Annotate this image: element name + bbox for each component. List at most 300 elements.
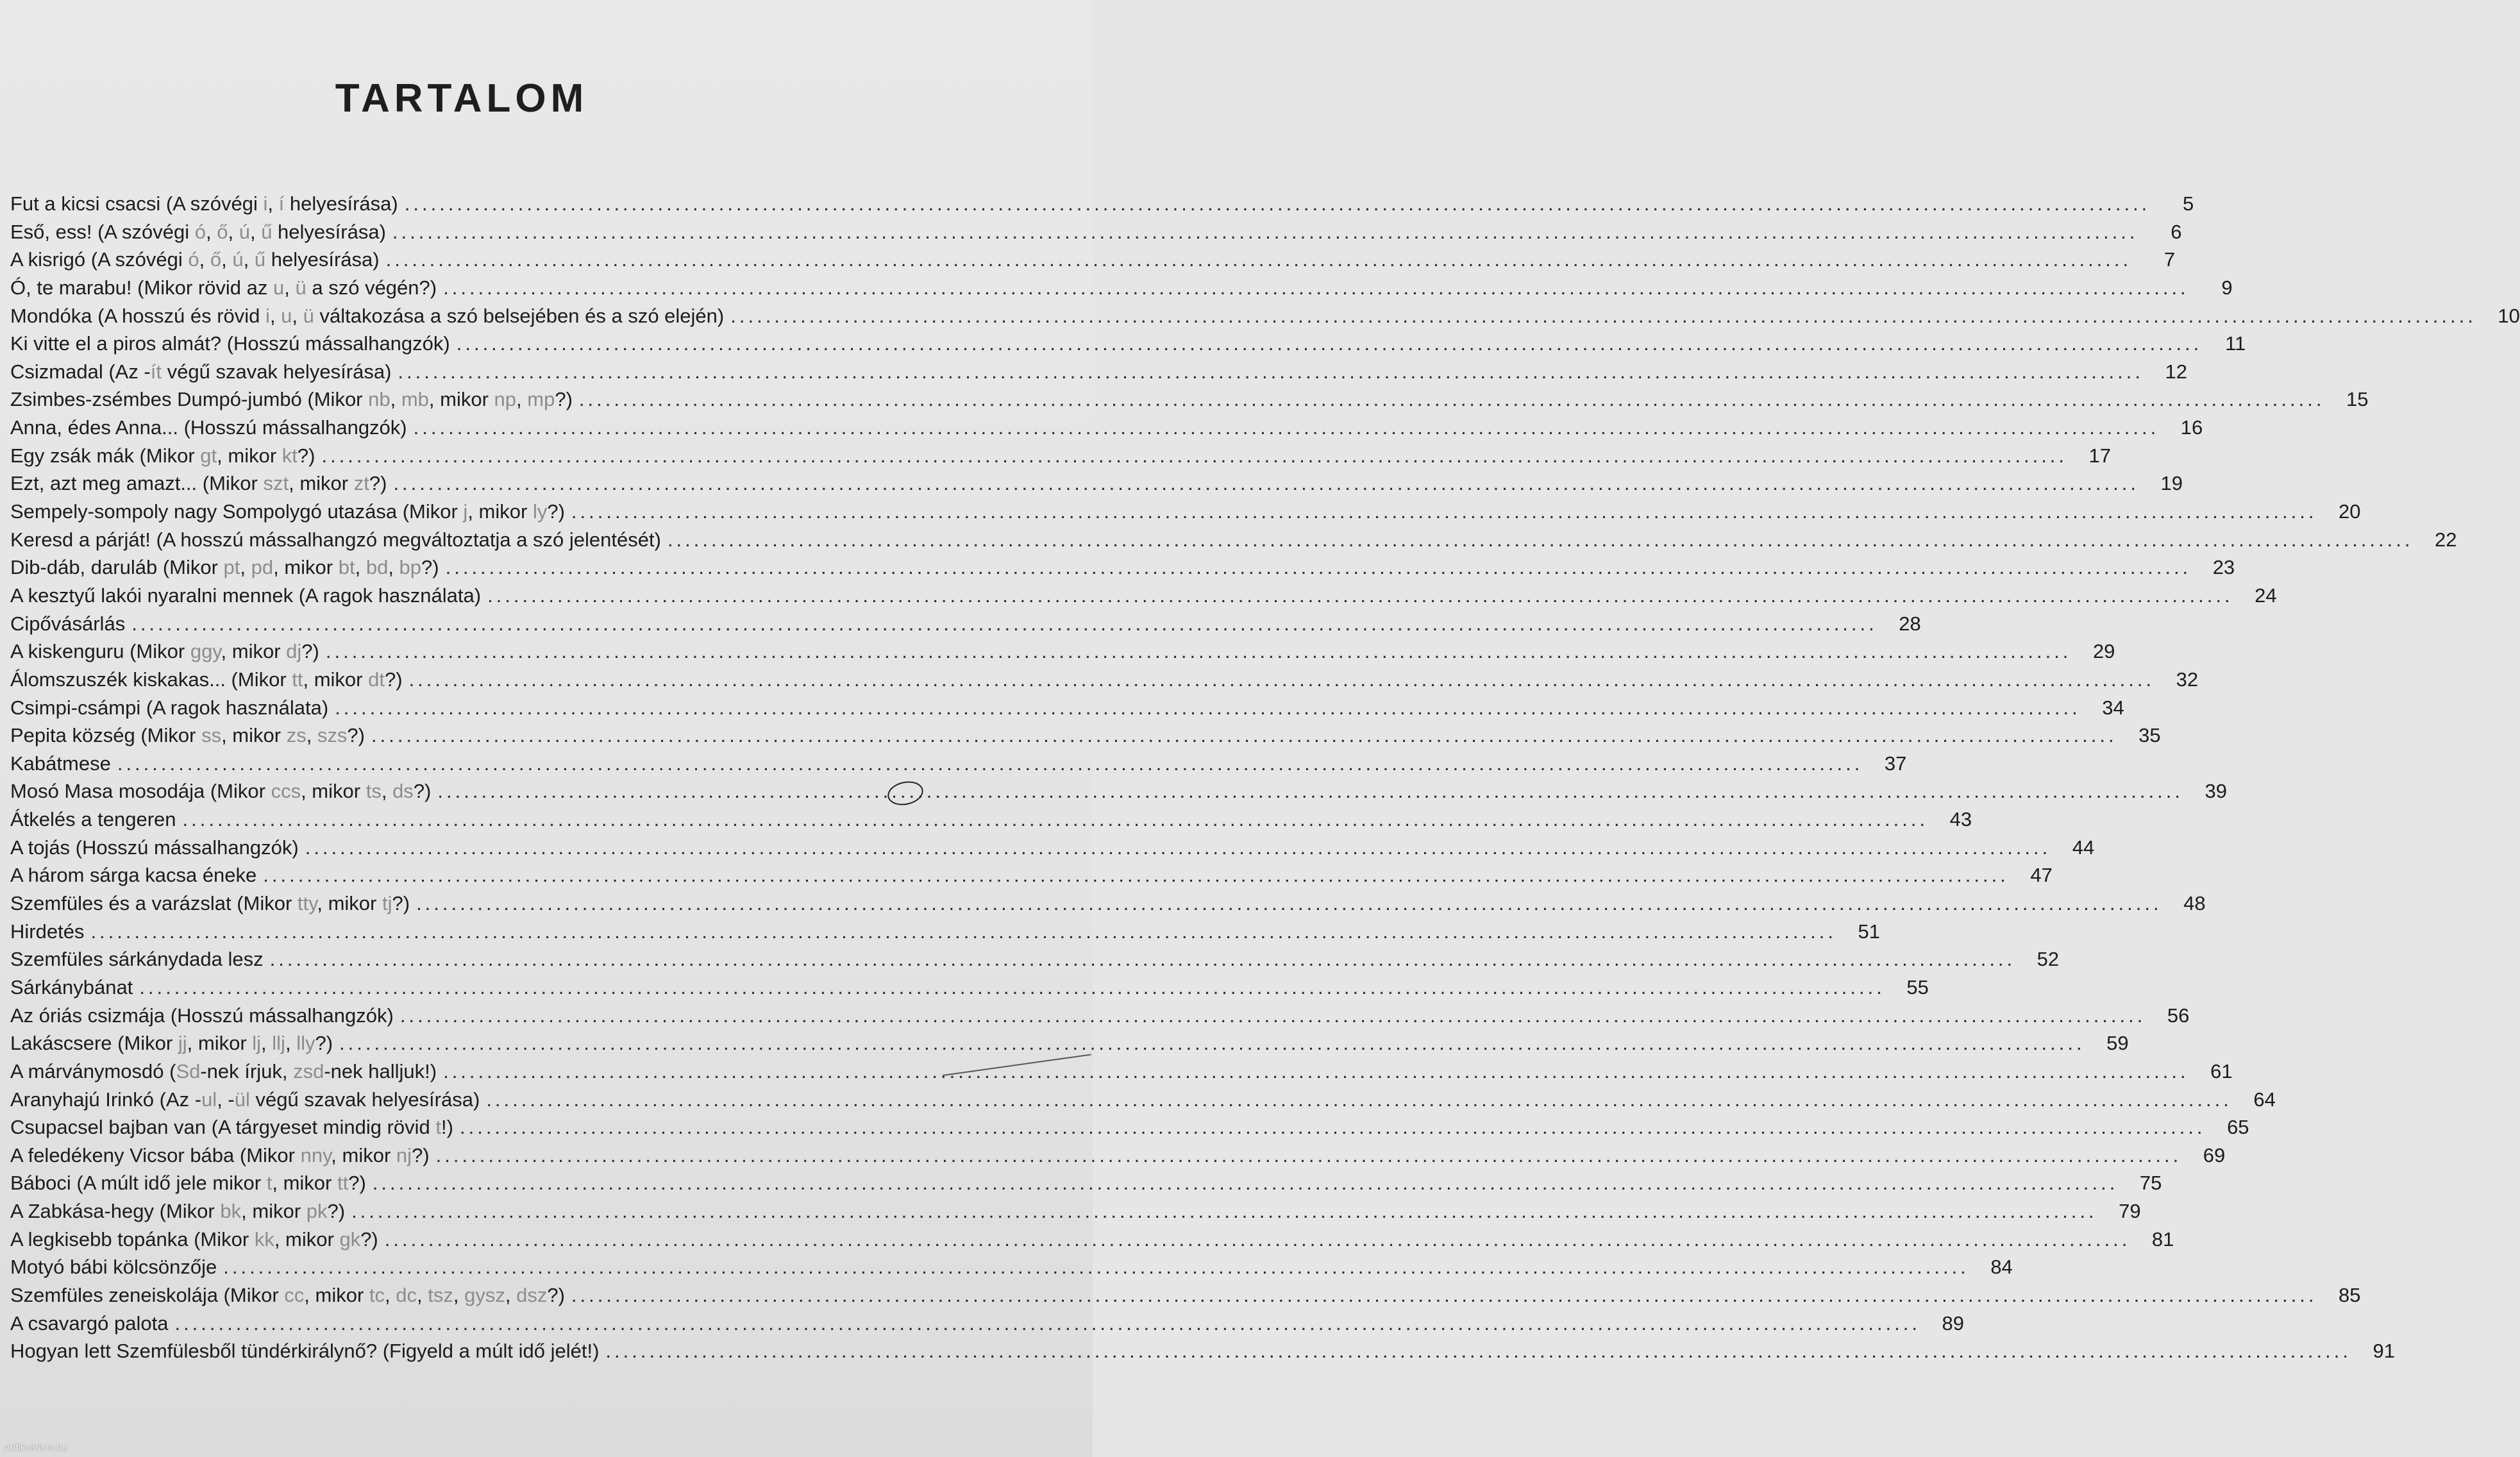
highlighted-letters: ő bbox=[210, 248, 222, 271]
title-text: Sárkánybánat bbox=[10, 975, 133, 998]
page-number: 9 bbox=[2221, 276, 2233, 299]
toc-entry bbox=[10, 920, 1880, 948]
dot-leader: ........................................................................................................................................................................................................ bbox=[443, 1059, 2189, 1082]
title-text: Aranyhajú Irinkó (Az - bbox=[10, 1088, 202, 1111]
title-text: , mikor bbox=[289, 472, 354, 495]
dot-leader: ........................................................................................................................................................................................................ bbox=[487, 584, 2233, 607]
title-text: ?) bbox=[347, 724, 365, 747]
highlighted-letters: tc bbox=[369, 1283, 385, 1306]
toc-entry bbox=[10, 836, 2095, 864]
toc-entry-title bbox=[10, 892, 410, 915]
title-text: Mosó Masa mosodája (Mikor bbox=[10, 780, 271, 803]
toc-entry-title bbox=[10, 500, 565, 523]
toc-entry-title bbox=[10, 724, 365, 747]
highlighted-letters: bp bbox=[399, 556, 422, 579]
toc-entry-title bbox=[10, 1228, 378, 1251]
dot-leader: ........................................................................................................................................................................................................ bbox=[269, 948, 2016, 971]
page-number: 20 bbox=[2338, 500, 2361, 523]
dot-leader: ........................................................................................................................................................................................................ bbox=[351, 1200, 2097, 1223]
dot-leader: ........................................................................................................................................................................................................ bbox=[416, 892, 2162, 915]
toc-entry bbox=[10, 1256, 2013, 1284]
toc-entry bbox=[10, 556, 2235, 584]
dot-leader: ........................................................................................................................................................................................................ bbox=[371, 724, 2117, 747]
page-title: TARTALOM bbox=[335, 76, 589, 121]
highlighted-letters: ú bbox=[239, 220, 250, 243]
title-text: , - bbox=[217, 1088, 235, 1111]
dot-leader: ........................................................................................................................................................................................................ bbox=[263, 864, 2009, 887]
toc-entry-title bbox=[10, 976, 133, 999]
toc-entry-title bbox=[10, 472, 387, 495]
title-text: , bbox=[381, 780, 393, 803]
toc-entry-title bbox=[10, 1172, 366, 1195]
page-number: 79 bbox=[2119, 1200, 2141, 1223]
title-text: végű szavak helyesírása) bbox=[249, 1088, 480, 1111]
toc-entry bbox=[10, 752, 1907, 780]
dot-leader: ........................................................................................................................................................................................................ bbox=[459, 1116, 2206, 1139]
title-text: , mikor bbox=[301, 780, 366, 803]
toc-entry-title bbox=[10, 1032, 333, 1055]
title-text: Szemfüles zeneiskolája (Mikor bbox=[10, 1283, 285, 1306]
toc-entry bbox=[10, 1032, 2129, 1060]
title-text: Báboci (A múlt idő jele mikor bbox=[10, 1172, 267, 1195]
highlighted-letters: llj bbox=[272, 1032, 285, 1055]
highlighted-letters: zt bbox=[353, 472, 369, 495]
highlighted-letters: szt bbox=[263, 472, 289, 495]
toc-entry-title bbox=[10, 1060, 437, 1083]
page-number: 43 bbox=[1949, 808, 1972, 831]
toc-entry bbox=[10, 1200, 2141, 1228]
title-text: -nek halljuk!) bbox=[324, 1059, 437, 1082]
page-number: 48 bbox=[2183, 892, 2206, 915]
title-text: ?) bbox=[348, 1172, 366, 1195]
page-number: 17 bbox=[2088, 444, 2112, 467]
highlighted-letters: tt bbox=[337, 1172, 349, 1195]
title-text: Keresd a párját! (A hosszú mássalhangzó megváltoztatja a szó jelentését) bbox=[10, 528, 661, 551]
toc-entry bbox=[10, 948, 2060, 976]
dot-leader: ........................................................................................................................................................................................................ bbox=[305, 836, 2051, 859]
page-number: 10 bbox=[2498, 304, 2520, 327]
title-text: ?) bbox=[315, 1032, 333, 1055]
highlighted-letters: Sd bbox=[176, 1059, 201, 1082]
page-number: 39 bbox=[2205, 780, 2227, 803]
toc-entry bbox=[10, 1283, 2361, 1312]
title-text: végű szavak helyesírása) bbox=[162, 360, 392, 383]
highlighted-letters: dsz bbox=[516, 1283, 548, 1306]
toc-entry-title bbox=[10, 1340, 599, 1363]
toc-entry-title bbox=[10, 360, 391, 383]
toc-entry bbox=[10, 528, 2457, 557]
page-number: 64 bbox=[2253, 1088, 2276, 1111]
dot-leader: ........................................................................................................................................................................................................ bbox=[404, 192, 2151, 215]
toc-entry bbox=[10, 1143, 2226, 1172]
title-text: , bbox=[516, 388, 528, 411]
page-number: 85 bbox=[2338, 1283, 2361, 1306]
toc-entry bbox=[10, 248, 2176, 276]
dot-leader: ........................................................................................................................................................................................................ bbox=[182, 808, 1929, 831]
toc-entry bbox=[10, 1004, 2190, 1032]
dot-leader: ........................................................................................................................................................................................................ bbox=[456, 332, 2203, 355]
title-text: ?) bbox=[413, 780, 432, 803]
title-text: A három sárga kacsa éneke bbox=[10, 864, 257, 887]
title-text: , mikor bbox=[221, 724, 287, 747]
highlighted-letters: u bbox=[281, 304, 292, 327]
title-text: Hogyan lett Szemfülesből tündérkirálynő? (Figyeld a múlt idő jelét!) bbox=[10, 1340, 600, 1363]
highlighted-letters: ő bbox=[217, 220, 228, 243]
page-number: 34 bbox=[2102, 696, 2124, 719]
title-text: ?) bbox=[555, 388, 573, 411]
dot-leader: ........................................................................................................................................................................................................ bbox=[408, 668, 2155, 691]
highlighted-letters: kt bbox=[281, 444, 298, 467]
title-text: helyesírása) bbox=[272, 220, 386, 243]
toc-entry-title bbox=[10, 388, 573, 411]
dot-leader: ........................................................................................................................................................................................................ bbox=[667, 528, 2414, 551]
title-text: ?) bbox=[327, 1200, 346, 1223]
toc-entry-title bbox=[10, 1004, 394, 1027]
dot-leader: ........................................................................................................................................................................................................ bbox=[445, 556, 2192, 579]
title-text: , mikor bbox=[274, 1227, 340, 1251]
highlighted-letters: pd bbox=[251, 556, 274, 579]
toc-entry-title bbox=[10, 1116, 453, 1139]
toc-entry bbox=[10, 696, 2124, 725]
title-text: , mikor bbox=[331, 1143, 396, 1166]
toc-entry bbox=[10, 1311, 1965, 1340]
dot-leader: ........................................................................................................................................................................................................ bbox=[174, 1311, 1921, 1335]
toc-entry bbox=[10, 360, 2187, 389]
toc-entry bbox=[10, 1088, 2276, 1116]
title-text: , bbox=[269, 304, 281, 327]
highlighted-letters: ds bbox=[392, 780, 414, 803]
toc-entry bbox=[10, 444, 2112, 473]
title-text: A márványmosdó ( bbox=[10, 1059, 176, 1082]
highlighted-letters: t bbox=[266, 1172, 273, 1195]
highlighted-letters: ü bbox=[303, 304, 314, 327]
dot-leader: ........................................................................................................................................................................................................ bbox=[571, 1283, 2317, 1306]
title-text: Szemfüles sárkánydada lesz bbox=[10, 948, 264, 971]
toc-entry-title bbox=[10, 668, 403, 691]
title-text: ?) bbox=[547, 1283, 565, 1306]
highlighted-letters: nj bbox=[396, 1143, 412, 1166]
title-text: ?) bbox=[369, 472, 387, 495]
dot-leader: ........................................................................................................................................................................................................ bbox=[384, 1227, 2131, 1251]
title-text: , bbox=[261, 1032, 273, 1055]
title-text: Ó, te marabu! (Mikor rövid az bbox=[10, 276, 274, 299]
highlighted-letters: tsz bbox=[428, 1283, 453, 1306]
page-number: 59 bbox=[2106, 1032, 2129, 1055]
title-text: , bbox=[249, 220, 262, 243]
title-text: , bbox=[205, 220, 217, 243]
toc-entry bbox=[10, 416, 2203, 444]
page-number: 5 bbox=[2183, 192, 2194, 215]
page-number: 19 bbox=[2160, 472, 2183, 495]
highlighted-letters: tty bbox=[297, 892, 317, 915]
toc-entry bbox=[10, 332, 2246, 360]
page-number: 7 bbox=[2163, 248, 2176, 271]
title-text: , bbox=[240, 556, 251, 579]
page-number: 37 bbox=[1884, 752, 1907, 775]
title-text: , bbox=[385, 1283, 396, 1306]
toc-entry-title bbox=[10, 192, 398, 215]
title-text: A legkisebb topánka (Mikor bbox=[10, 1227, 255, 1251]
highlighted-letters: jj bbox=[178, 1032, 187, 1055]
toc-entry-title bbox=[10, 948, 264, 971]
dot-leader: ........................................................................................................................................................................................................ bbox=[571, 500, 2317, 523]
watermark: Antikvárium.hu bbox=[4, 1442, 68, 1453]
page-number: 28 bbox=[1899, 612, 1921, 635]
highlighted-letters: mb bbox=[401, 388, 429, 411]
title-text: , bbox=[388, 556, 399, 579]
title-text: , bbox=[505, 1283, 517, 1306]
toc-entry bbox=[10, 1172, 2162, 1200]
toc-entry-title bbox=[10, 864, 256, 887]
dot-leader: ........................................................................................................................................................................................................ bbox=[139, 975, 1885, 998]
title-text: Mondóka (A hosszú és rövid bbox=[10, 304, 266, 327]
highlighted-letters: ts bbox=[365, 780, 382, 803]
title-text: A kesztyű lakói nyaralni mennek (A ragok használata) bbox=[10, 584, 482, 607]
dot-leader: ........................................................................................................................................................................................................ bbox=[321, 444, 2068, 467]
highlighted-letters: ccs bbox=[271, 780, 301, 803]
toc-entry bbox=[10, 975, 1929, 1004]
highlighted-letters: ss bbox=[201, 724, 222, 747]
title-text: , mikor bbox=[467, 500, 533, 523]
title-text: Hirdetés bbox=[10, 920, 85, 943]
toc-entry bbox=[10, 640, 2115, 668]
title-text: A csavargó palota bbox=[10, 1311, 169, 1335]
page-number: 91 bbox=[2373, 1340, 2395, 1363]
page-number: 29 bbox=[2092, 640, 2115, 663]
toc-entry-title bbox=[10, 920, 84, 943]
toc-entry-title bbox=[10, 221, 386, 244]
title-text: Szemfüles és a varázslat (Mikor bbox=[10, 892, 298, 915]
highlighted-letters: dt bbox=[368, 668, 385, 691]
dot-leader: ........................................................................................................................................................................................................ bbox=[578, 388, 2325, 411]
highlighted-letters: zs bbox=[286, 724, 307, 747]
title-text: , mikor bbox=[272, 1172, 337, 1195]
page-number: 61 bbox=[2210, 1059, 2233, 1082]
title-text: Eső, ess! (A szóvégi bbox=[10, 220, 195, 243]
toc-entry-title bbox=[10, 1312, 168, 1335]
dot-leader: ........................................................................................................................................................................................................ bbox=[730, 304, 2476, 327]
dot-leader: ........................................................................................................................................................................................................ bbox=[393, 472, 2139, 495]
highlighted-letters: np bbox=[494, 388, 517, 411]
title-text: , bbox=[243, 248, 255, 271]
title-text: , bbox=[285, 1032, 297, 1055]
title-text: Csizmadal (Az - bbox=[10, 360, 151, 383]
page-number: 56 bbox=[2167, 1004, 2190, 1027]
dot-leader: ........................................................................................................................................................................................................ bbox=[486, 1088, 2232, 1111]
title-text: Anna, édes Anna... (Hosszú mássalhangzók) bbox=[10, 416, 407, 439]
toc-entry-title bbox=[10, 305, 724, 328]
toc-entry-title bbox=[10, 556, 439, 579]
toc-entry-title bbox=[10, 584, 481, 607]
highlighted-letters: ít bbox=[150, 360, 162, 383]
highlighted-letters: ó bbox=[194, 220, 206, 243]
highlighted-letters: ul bbox=[201, 1088, 217, 1111]
title-text: , mikor bbox=[303, 668, 369, 691]
title-text: , bbox=[355, 556, 366, 579]
title-text: Sempely-sompoly nagy Sompolygó utazása (Mikor bbox=[10, 500, 464, 523]
dot-leader: ........................................................................................................................................................................................................ bbox=[413, 416, 2160, 439]
dot-leader: ........................................................................................................................................................................................................ bbox=[372, 1172, 2119, 1195]
toc-entry-title bbox=[10, 1200, 345, 1223]
toc-entry-title bbox=[10, 1144, 430, 1167]
highlighted-letters: szs bbox=[317, 724, 348, 747]
title-text: A feledékeny Vicsor bába (Mikor bbox=[10, 1143, 301, 1166]
toc-entry-title bbox=[10, 276, 437, 299]
highlighted-letters: dc bbox=[396, 1283, 417, 1306]
page-number: 23 bbox=[2212, 556, 2235, 579]
toc-entry bbox=[10, 276, 2233, 305]
toc-entry bbox=[10, 584, 2277, 612]
toc-entry-title bbox=[10, 696, 328, 720]
title-text: Zsimbes-zsémbes Dumpó-jumbó (Mikor bbox=[10, 388, 369, 411]
toc-entry-title bbox=[10, 1256, 217, 1279]
highlighted-letters: bk bbox=[220, 1200, 242, 1223]
highlighted-letters: gk bbox=[339, 1227, 361, 1251]
toc-entry bbox=[10, 472, 2183, 500]
toc-entry bbox=[10, 1340, 2395, 1368]
highlighted-letters: ű bbox=[254, 248, 266, 271]
toc-entry bbox=[10, 192, 2194, 221]
page-number: 35 bbox=[2138, 724, 2161, 747]
title-text: , mikor bbox=[221, 640, 287, 663]
page-number: 47 bbox=[2030, 864, 2053, 887]
toc-entry bbox=[10, 892, 2206, 920]
toc-entry-title bbox=[10, 1284, 565, 1307]
dot-leader: ........................................................................................................................................................................................................ bbox=[605, 1340, 2351, 1363]
dot-leader: ........................................................................................................................................................................................................ bbox=[443, 276, 2189, 299]
title-text: váltakozása a szó belsejében és a szó elején) bbox=[314, 304, 725, 327]
highlighted-letters: lj bbox=[252, 1032, 262, 1055]
dot-leader: ........................................................................................................................................................................................................ bbox=[335, 696, 2081, 719]
toc-entry bbox=[10, 388, 2369, 416]
title-text: , mikor bbox=[273, 556, 339, 579]
title-text: Motyó bábi kölcsönzője bbox=[10, 1256, 217, 1279]
highlighted-letters: j bbox=[463, 500, 468, 523]
title-text: Fut a kicsi csacsi (A szóvégi bbox=[10, 192, 264, 215]
highlighted-letters: pt bbox=[223, 556, 240, 579]
dot-leader: ........................................................................................................................................................................................................ bbox=[392, 220, 2138, 243]
toc-entry-title bbox=[10, 528, 661, 552]
highlighted-letters: t bbox=[435, 1116, 442, 1139]
table-of-contents bbox=[10, 192, 2520, 1368]
highlighted-letters: u bbox=[273, 276, 285, 299]
highlighted-letters: nb bbox=[368, 388, 391, 411]
title-text: Az óriás csizmája (Hosszú mássalhangzók) bbox=[10, 1004, 394, 1027]
title-text: , bbox=[417, 1283, 428, 1306]
page-number: 55 bbox=[1906, 975, 1929, 998]
toc-entry bbox=[10, 220, 2182, 249]
toc-entry bbox=[10, 304, 2520, 333]
highlighted-letters: bd bbox=[365, 556, 389, 579]
dot-leader: ........................................................................................................................................................................................................ bbox=[325, 640, 2072, 663]
title-text: , bbox=[390, 388, 401, 411]
toc-entry-title bbox=[10, 640, 319, 663]
page-number: 75 bbox=[2139, 1172, 2162, 1195]
toc-entry-title bbox=[10, 444, 315, 467]
toc-entry bbox=[10, 864, 2053, 892]
toc-entry-title bbox=[10, 752, 111, 775]
highlighted-letters: zsd bbox=[293, 1059, 324, 1082]
title-text: , mikor bbox=[304, 1283, 369, 1306]
toc-entry-title bbox=[10, 416, 407, 439]
page-number: 69 bbox=[2203, 1143, 2226, 1166]
highlighted-letters: bt bbox=[338, 556, 355, 579]
title-text: , bbox=[306, 724, 317, 747]
highlighted-letters: kk bbox=[254, 1227, 274, 1251]
title-text: ?) bbox=[421, 556, 439, 579]
page-number: 52 bbox=[2037, 948, 2060, 971]
page-number: 16 bbox=[2180, 416, 2203, 439]
title-text: , bbox=[267, 192, 279, 215]
title-text: A kisrigó (A szóvégi bbox=[10, 248, 189, 271]
dot-leader: ........................................................................................................................................................................................................ bbox=[223, 1256, 1969, 1279]
title-text: ?) bbox=[301, 640, 319, 663]
page-number: 89 bbox=[1942, 1311, 1965, 1335]
highlighted-letters: nny bbox=[300, 1143, 332, 1166]
dot-leader: ........................................................................................................................................................................................................ bbox=[117, 752, 1863, 775]
title-text: , bbox=[221, 248, 233, 271]
page-number: 15 bbox=[2346, 388, 2369, 411]
title-text: helyesírása) bbox=[265, 248, 380, 271]
page-number: 44 bbox=[2072, 836, 2095, 859]
toc-entry-title bbox=[10, 780, 431, 803]
dot-leader: ........................................................................................................................................................................................................ bbox=[435, 1143, 2182, 1166]
title-text: , mikor bbox=[428, 388, 494, 411]
highlighted-letters: gt bbox=[200, 444, 217, 467]
title-text: , bbox=[292, 304, 303, 327]
title-text: Egy zsák mák (Mikor bbox=[10, 444, 201, 467]
dot-leader: ........................................................................................................................................................................................................ bbox=[437, 780, 2183, 803]
toc-entry-title bbox=[10, 248, 380, 271]
title-text: , bbox=[199, 248, 210, 271]
title-text: ?) bbox=[392, 892, 410, 915]
title-text: , bbox=[228, 220, 239, 243]
highlighted-letters: ül bbox=[234, 1088, 250, 1111]
page-number: 81 bbox=[2151, 1227, 2174, 1251]
highlighted-letters: ú bbox=[232, 248, 244, 271]
title-text: ?) bbox=[384, 668, 403, 691]
title-text: Átkelés a tengeren bbox=[10, 808, 176, 831]
page-number: 6 bbox=[2171, 220, 2182, 243]
dot-leader: ........................................................................................................................................................................................................ bbox=[339, 1032, 2085, 1055]
highlighted-letters: ü bbox=[295, 276, 307, 299]
page-number: 84 bbox=[1990, 1256, 2013, 1279]
toc-entry-title bbox=[10, 332, 450, 355]
title-text: Csimpi-csámpi (A ragok használata) bbox=[10, 696, 329, 719]
toc-entry bbox=[10, 808, 1972, 836]
title-text: Ezt, azt meg amazt... (Mikor bbox=[10, 472, 264, 495]
title-text: , mikor bbox=[241, 1200, 307, 1223]
dot-leader: ........................................................................................................................................................................................................ bbox=[90, 920, 1836, 943]
title-text: ?) bbox=[360, 1227, 378, 1251]
title-text: A tojás (Hosszú mássalhangzók) bbox=[10, 836, 299, 859]
title-text: ?) bbox=[412, 1143, 430, 1166]
highlighted-letters: ű bbox=[261, 220, 273, 243]
title-text: Kabátmese bbox=[10, 752, 111, 775]
highlighted-letters: pk bbox=[306, 1200, 328, 1223]
title-text: helyesírása) bbox=[284, 192, 398, 215]
toc-entry-title bbox=[10, 808, 176, 831]
page-number: 65 bbox=[2227, 1116, 2249, 1139]
toc-entry bbox=[10, 668, 2199, 696]
highlighted-letters: ó bbox=[188, 248, 199, 271]
toc-entry bbox=[10, 500, 2361, 528]
title-text: -nek írjuk, bbox=[200, 1059, 294, 1082]
highlighted-letters: dj bbox=[286, 640, 302, 663]
title-text: ?) bbox=[547, 500, 565, 523]
toc-entry bbox=[10, 1059, 2233, 1088]
title-text: , bbox=[284, 276, 296, 299]
